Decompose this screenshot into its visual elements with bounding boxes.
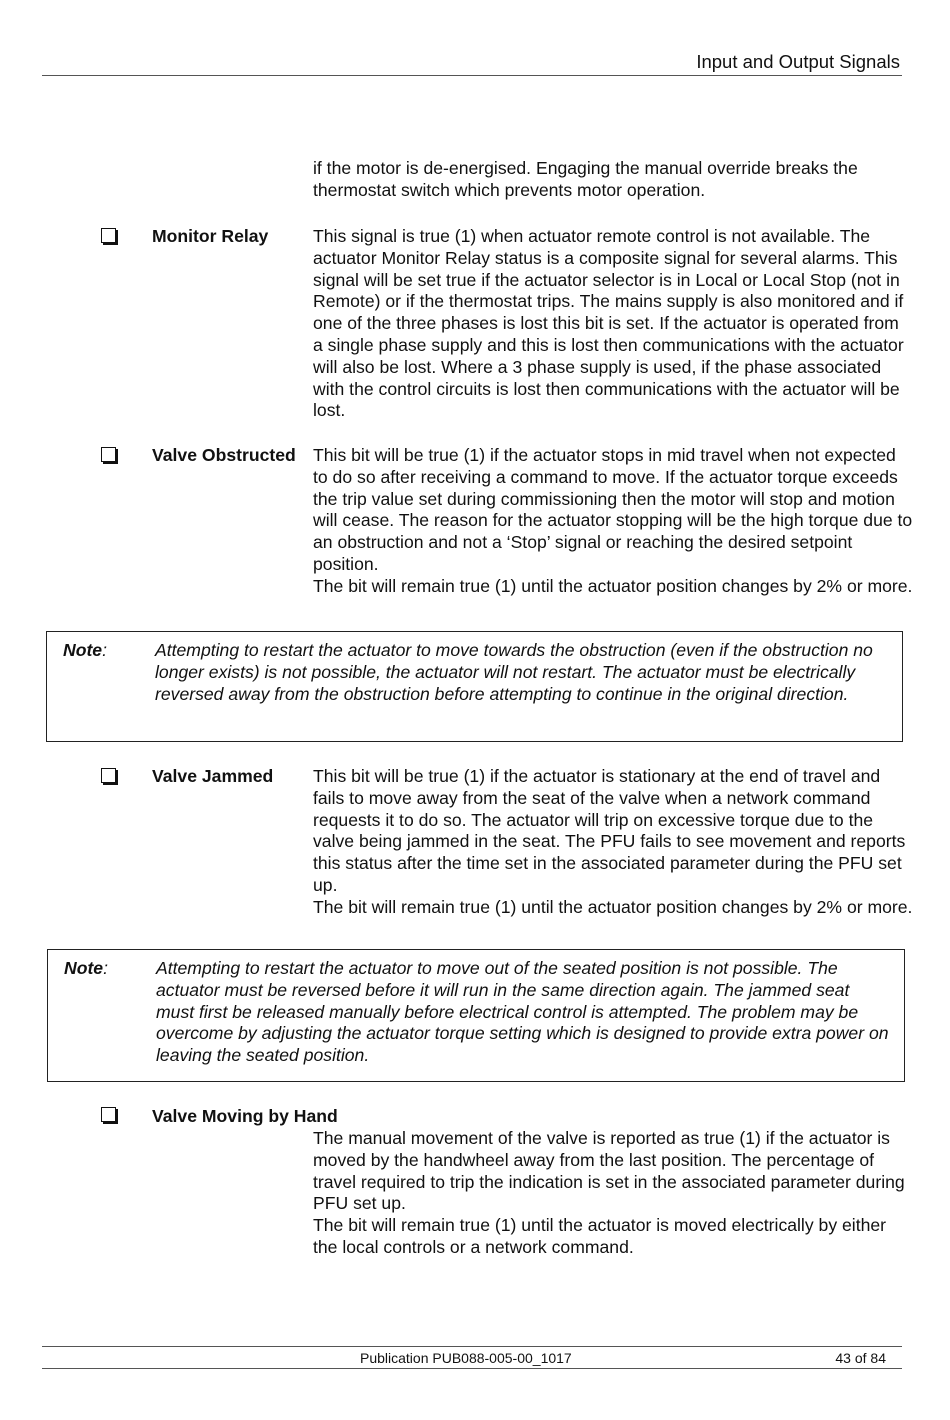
checkbox-icon <box>101 768 116 783</box>
item-label-valve-jammed: Valve Jammed <box>152 766 274 786</box>
checkbox-icon <box>101 1107 116 1122</box>
item-paragraph: The bit will remain true (1) until the actuator position changes by 2% or more. <box>313 575 913 596</box>
checkbox-icon <box>101 447 116 462</box>
item-label-monitor-relay: Monitor Relay <box>152 226 269 246</box>
item-label-valve-obstructed: Valve Obstructed <box>152 445 296 465</box>
footer-divider-top <box>42 1346 902 1347</box>
item-label-valve-moving-by-hand: Valve Moving by Hand <box>152 1106 338 1126</box>
item-paragraph: The bit will remain true (1) until the actuator is moved electrically by either the local controls or a network command. <box>313 1215 887 1257</box>
item-paragraph: The bit will remain true (1) until the actuator position changes by 2% or more. <box>313 896 913 917</box>
item-paragraph: This bit will be true (1) if the actuator stops in mid travel when not expected to do so after receiving a command to move. If the actuator torque exceeds the trip value set during commissioning then the motor will stop and motion will cease. The reason for the actuator stopping will be the high torque due to an obstruction and not a ‘Stop’ signal or reaching the desired setpoint position. <box>313 445 913 574</box>
note-text: Attempting to restart the actuator to move towards the obstruction (even if the obstruction no longer exists) is not possible, the actuator will not restart. The actuator must be electrically reversed away from the obstruction before attempting to continue in the original direction. <box>155 640 873 704</box>
footer-divider-bottom <box>42 1368 902 1369</box>
note-box-obstruction <box>46 631 903 742</box>
note-label: Note: <box>64 958 108 978</box>
item-description-valve-moving-by-hand <box>313 1128 913 1259</box>
header-divider <box>42 75 902 76</box>
item-description-valve-jammed <box>313 766 913 919</box>
item-description-valve-obstructed <box>313 445 913 598</box>
item-description-monitor-relay <box>313 226 913 422</box>
page-number: 43 of 84 <box>835 1350 886 1366</box>
item-paragraph: This signal is true (1) when actuator remote control is not available. The actuator Monitor Relay status is a composite signal for several alarms. This signal will be set true if the actuator selector is in Local or Local Stop (not in Remote) or if the thermostat trips. The mains supply is also monitored and if one of the three phases is lost this bit is set. If the actuator is operated from a single phase supply and this is lost then communications with the actuator will also be lost. Where a 3 phase supply is used, if the phase associated with the control circuits is lost then communications with the actuator will be lost. <box>313 226 904 421</box>
item-paragraph: This bit will be true (1) if the actuator is stationary at the end of travel and fails to move away from the seat of the valve when a network command requests it to do so. The actuator will trip on excessive torque due to the valve being jammed in the seat. The PFU fails to see movement and reports this status after the time set in the associated parameter during the PFU set up. <box>313 766 906 895</box>
item-paragraph: The manual movement of the valve is reported as true (1) if the actuator is moved by the handwheel away from the last position. The percentage of travel required to trip the indication is set in the associated parameter during PFU set up. <box>313 1128 905 1214</box>
note-box-jammed <box>47 949 905 1082</box>
checkbox-icon <box>101 228 116 243</box>
intro-paragraph <box>313 158 913 202</box>
note-label: Note: <box>63 640 107 660</box>
note-text: Attempting to restart the actuator to move out of the seated position is not possible. The actuator must be reversed before it will run in the same direction again. The jammed seat must first be released manually before electrical control is attempted. The problem may be overcome by adjusting the actuator torque setting which is designed to provide extra power on leaving the seated position. <box>156 958 889 1066</box>
intro-text: if the motor is de-energised. Engaging the manual override breaks the thermostat switch which prevents motor operation. <box>313 158 858 200</box>
running-header: Input and Output Signals <box>696 51 900 72</box>
publication-number: Publication PUB088-005-00_1017 <box>360 1350 572 1366</box>
